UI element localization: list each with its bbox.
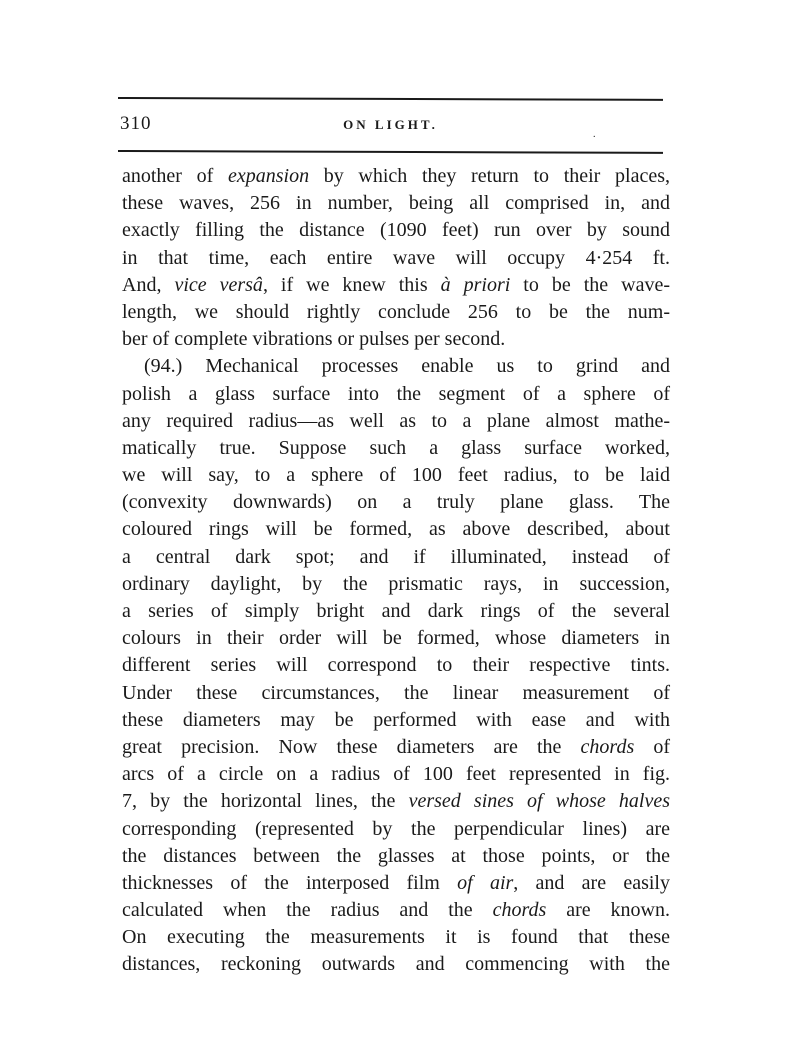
header-mark: .: [593, 129, 596, 140]
text-line: And, vice versâ, if we knew this à priori to be the wave-: [122, 273, 670, 296]
text-line: Under these circumstances, the linear measurement of: [122, 681, 670, 704]
text-line: On executing the measurements it is found that these: [122, 926, 670, 949]
text-line: coloured rings will be formed, as above described, about: [122, 518, 670, 541]
text-line: matically true. Suppose such a glass surface worked,: [122, 436, 670, 459]
text-line: arcs of a circle on a radius of 100 feet represented in fig.: [122, 763, 670, 786]
text-line: thicknesses of the interposed film of air, and are easily: [122, 871, 670, 894]
text-line: length, we should rightly conclude 256 to be the num-: [122, 300, 670, 323]
text-line: corresponding (represented by the perpendicular lines) are: [122, 817, 670, 840]
page-header: [118, 113, 663, 140]
italic-phrase: chords: [580, 735, 635, 758]
text-line: 7, by the horizontal lines, the versed sines of whose halves: [122, 790, 670, 813]
body-text: [122, 163, 670, 979]
text-line: calculated when the radius and the chords are known.: [122, 899, 670, 922]
text-line: any required radius—as well as to a plane almost mathe-: [122, 409, 670, 432]
italic-phrase: vice versâ: [174, 273, 263, 296]
italic-phrase: chords: [492, 899, 547, 922]
text-line: exactly filling the distance (1090 feet) run over by sound: [122, 219, 670, 242]
text-line: colours in their order will be formed, whose diameters in: [122, 627, 670, 650]
text-line: we will say, to a sphere of 100 feet radius, to be laid: [122, 464, 670, 487]
text-line: ordinary daylight, by the prismatic rays, in succession,: [122, 572, 670, 595]
text-line: a series of simply bright and dark rings of the several: [122, 600, 670, 622]
italic-phrase: expansion: [227, 165, 310, 187]
text-line: a central dark spot; and if illuminated, instead of: [122, 545, 670, 568]
text-line: (convexity downwards) on a truly plane glass. The: [122, 491, 670, 514]
text-line: these diameters may be performed with ease and with: [122, 708, 670, 731]
header-rule-bottom: [118, 150, 663, 154]
italic-phrase: versed sines of whose halves: [408, 790, 670, 813]
text-line: distances, reckoning outwards and commencing with the: [122, 953, 670, 976]
text-line: the distances between the glasses at those points, or the: [122, 844, 670, 867]
text-line: these waves, 256 in number, being all comprised in, and: [122, 192, 670, 215]
page-number: 310: [120, 113, 152, 134]
text-line: different series will correspond to their respective tints.: [122, 654, 670, 677]
paragraph-start-line: (94.) Mechanical processes enable us to grind and: [144, 355, 670, 378]
text-line: polish a glass surface into the segment of a sphere of: [122, 382, 670, 405]
italic-phrase: à priori: [440, 273, 511, 296]
text-line: another of expansion by which they return to their places,: [122, 165, 670, 187]
running-title: ON LIGHT.: [343, 117, 438, 132]
text-line: great precision. Now these diameters are the chords of: [122, 735, 670, 758]
text-line: ber of complete vibrations or pulses per second.: [122, 328, 506, 351]
italic-phrase: of air: [457, 871, 514, 894]
text-line: in that time, each entire wave will occupy 4·254 ft.: [122, 246, 670, 269]
header-rule-top: [118, 97, 663, 101]
